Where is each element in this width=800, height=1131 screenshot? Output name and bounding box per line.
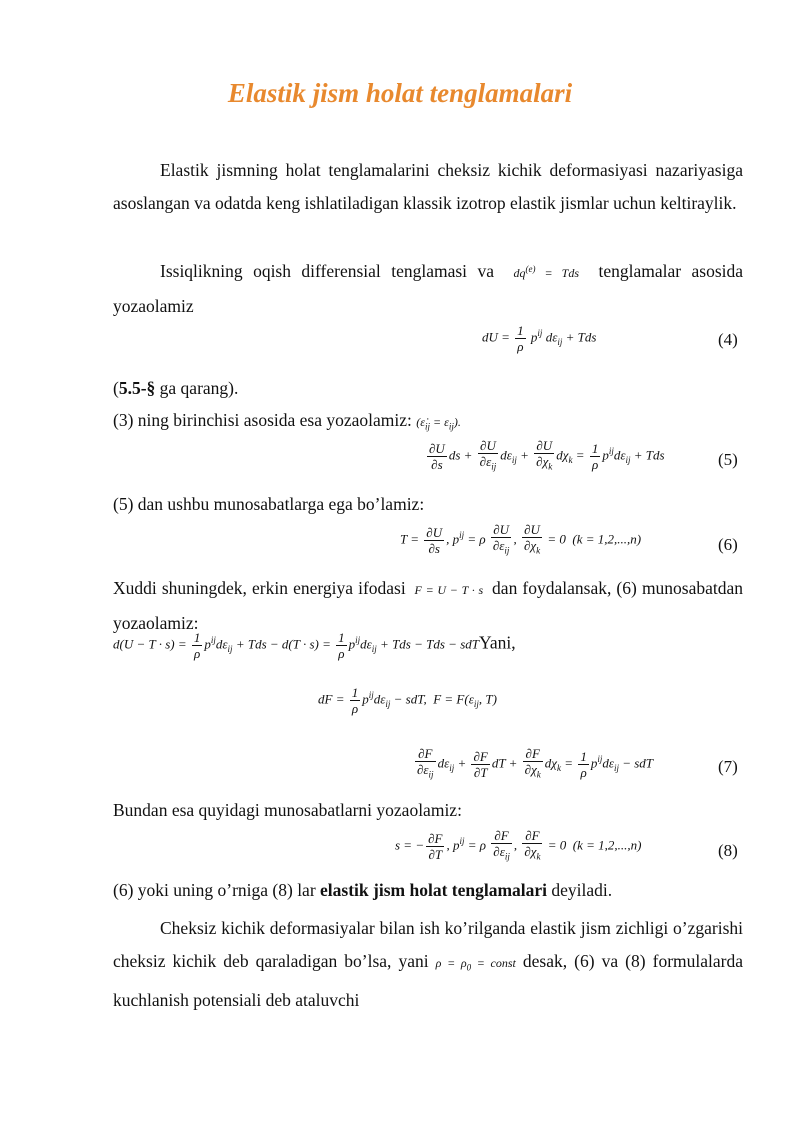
equation-7-number: (7) xyxy=(718,757,738,776)
line-3-eq: $(\varepsiloṅ_{ij} = \varepsilon_{ij})$. xyxy=(416,415,461,432)
line-3-text: (3) ning birinchisi asosida esa yozaolamiz: xyxy=(113,410,412,430)
line-3 xyxy=(113,410,461,431)
heat-text-a: Issiqlikning oqish differensial tenglamasi va xyxy=(160,261,494,281)
final-bold: elastik jism holat tenglamalari xyxy=(320,880,548,900)
free-energy-inline-eq: F = U − T · s xyxy=(410,583,487,597)
equation-8: s = − $\frac{\partial F}{\partial T}$ , $p^{ij} = \rho$ $\frac{\partial F}{\partial\varepsilon_{ij}}$ , $\frac{\partial F}{\partial\chi_k}$ = 0 (k = 1,2,...,n) xyxy=(395,828,642,862)
reference-line xyxy=(113,378,238,399)
equation-7: $\frac{\partial F}{\partial\varepsilon_{ij}}$ $d\varepsilon_{ij}$ + $\frac{\partial F}{\partial T}$ dT + $\frac{\partial F}{\partial\chi_k}$ $d\chi_k$ = $\frac{1}{\rho}$ $p^{ij}d\varepsilon_{ij}$ − sdT xyxy=(417,746,654,780)
final-statement xyxy=(113,880,612,901)
yani-text: Yani, xyxy=(478,632,516,653)
equation-8-number: (8) xyxy=(718,841,738,860)
line-5: (5) dan ushbu munosabatlarga ega bo’lamiz: xyxy=(113,494,425,514)
last-text-2: desak, (6) va (8) formulalarda kuchlanish potensiali deb ataluvchi xyxy=(113,951,743,1011)
reference-rest: ga qarang). xyxy=(155,378,239,398)
final-text-a: (6) yoki uning o’rniga (8) lar xyxy=(113,880,321,900)
equation-6-number: (6) xyxy=(718,535,738,554)
heat-text-b: tenglamalar asosida yozaolamiz xyxy=(113,261,744,316)
equation-4: dU = $\frac{1}{\rho}$ $p^{ij}$ $d\varepsilon_{ij}$ + Tds xyxy=(482,323,597,354)
reference-open: ( xyxy=(113,378,119,398)
equation-dF-derivation: d(U − T · s) = $\frac{1}{\rho}$ $p^{ij}d\varepsilon_{ij}$ + Tds − d(T · s) = $\frac{1}{\rho}$ $p^{ij}d\varepsilon_{ij}$ + Tds − Tds − sdTYani, xyxy=(113,630,516,661)
free-energy-text-b: dan foydalansak, (6) munosabatdan yozaolamiz: xyxy=(113,578,744,633)
equation-6: T = $\frac{\partial U}{\partial s}$ , $p^{ij} = \rho$ $\frac{\partial U}{\partial\varepsilon_{ij}}$ , $\frac{\partial U}{\partial\chi_k}$ = 0 (k = 1,2,...,n) xyxy=(400,522,642,556)
last-inline-eq: $\rho = \rho_0$ = const xyxy=(435,956,516,973)
paragraph-last xyxy=(113,912,743,1017)
paragraph-intro: Elastik jismning holat tenglamalarini cheksiz kichik deformasiyasi nazariyasiga asoslangan va odatda keng ishlatiladigan klassik izotrop elastik jismlar uchun keltiraylik. xyxy=(113,160,743,213)
final-text-b: deyiladi. xyxy=(547,880,613,900)
equation-5-number: (5) xyxy=(718,450,738,469)
paragraph-heat xyxy=(113,253,743,323)
page-title: Elastik jism holat tenglamalari xyxy=(227,78,573,108)
equation-dF: dF = $\frac{1}{\rho}$ $p^{ij}d\varepsilon_{ij}$ − sdT, $F = F(\varepsilon_{ij}$, T) xyxy=(318,685,497,716)
reference-section: 5.5-§ xyxy=(118,378,156,398)
equation-4-number: (4) xyxy=(718,330,738,349)
heat-inline-eq: $dq^{(e)}$ = Tds xyxy=(504,264,589,280)
line-bundan: Bundan esa quyidagi munosabatlarni yozaolamiz: xyxy=(113,800,462,820)
free-energy-text-a: Xuddi shuningdek, erkin energiya ifodasi xyxy=(113,578,406,598)
equation-5: $\frac{\partial U}{\partial s}$ ds + $\frac{\partial U}{\partial\varepsilon_{ij}}$ $d\varepsilon_{ij}$ + $\frac{\partial U}{\partial\chi_k}$ $d\chi_k$ = $\frac{1}{\rho}$ $p^{ij}d\varepsilon_{ij}$ + Tds xyxy=(429,438,665,472)
last-text-1: Cheksiz kichik deformasiyalar bilan ish ko’rilganda elastik jism zichligi o’zgarishi cheksiz kichik deb qaraladigan bo’lsa, yani xyxy=(113,918,743,971)
